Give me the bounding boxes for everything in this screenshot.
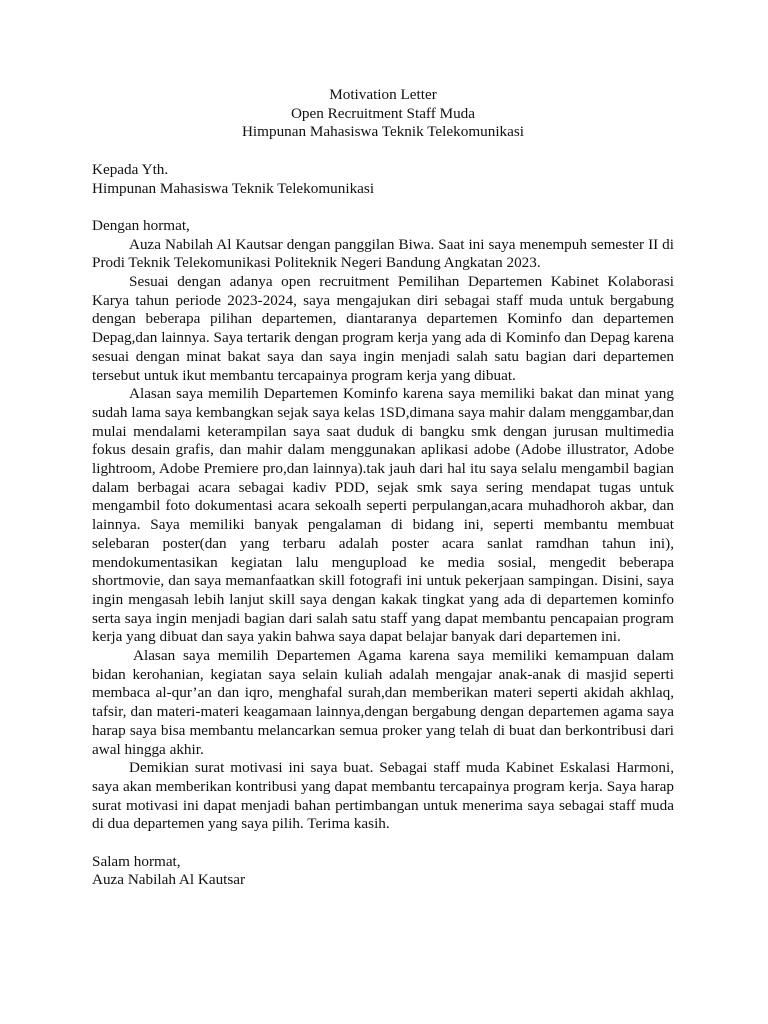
spacer <box>92 142 674 161</box>
paragraph-closing: Demikian surat motivasi ini saya buat. Sebagai staff muda Kabinet Eskalasi Harmoni, saya akan memberikan kontribusi yang dapat membantu tercapainya program kerja. Saya harap surat motivasi ini dapat menjadi bahan pertimbangan untuk menerima saya sebagai staff muda di dua departemen yang saya pilih. Terima kasih. <box>92 759 674 833</box>
signature-name: Auza Nabilah Al Kautsar <box>92 871 246 889</box>
paragraph-application: Sesuai dengan adanya open recruitment Pemilihan Departemen Kabinet Kolaborasi Karya tahun periode 2023-2024, saya mengajukan diri sebagai staff muda untuk bergabung dengan beberapa pilihan departemen, diantaranya departemen Kominfo dan departemen Depag,dan lainnya. Saya tertarik dengan program kerja yang ada di Kominfo dan Depag karena sesuai dengan minat bakat saya dan saya ingin menjadi salah satu bagian dari departemen tersebut untuk ikut membantu tercapainya program kerja yang dibuat. <box>92 273 674 384</box>
paragraph-agama-reason: Alasan saya memilih Departemen Agama karena saya memiliki kemampuan dalam bidan kerohanian, kegiatan saya selain kuliah adalah mengajar anak-anak di masjid seperti membaca al-qur’an dan iqro, menghafal surah,dan memberikan materi seperti akidah akhlaq, tafsir, dan materi-materi keagamaan lainnya,dengan bergabung dengan departemen agama saya harap saya bisa membantu melancarkan semua proker yang telah di buat dan berkontribusi dari awal hingga akhir. <box>92 647 674 758</box>
letter-page <box>92 86 674 890</box>
letter-title: Motivation Letter <box>329 86 437 103</box>
letter-organization: Himpunan Mahasiswa Teknik Telekomunikasi <box>241 123 525 141</box>
recipient-salutation: Kepada Yth. <box>92 160 169 178</box>
spacer <box>92 834 674 853</box>
closing-salutation: Salam hormat, <box>92 852 181 870</box>
recipient-name: Himpunan Mahasiswa Teknik Telekomunikasi <box>92 179 375 197</box>
spacer <box>92 198 674 217</box>
paragraph-kominfo-reason: Alasan saya memilih Departemen Kominfo karena saya memiliki bakat dan minat yang sudah lama saya kembangkan sejak saya kelas 1SD,dimana saya mahir dalam menggambar,dan mulai mendalami keterampilan saya saat duduk di bangku smk dengan jurusan multimedia fokus desain grafis, dan mahir dalam menggunakan aplikasi adobe (Adobe illustrator, Adobe lightroom, Adobe Premiere pro,dan lainnya).tak jauh dari hal itu saya selalu mengambil bagian dalam berbagai acara sebagai kadiv PDD, sejak smk saya sering mendapat tugas untuk mengambil foto dokumentasi acara sekoalh seperti perpulangan,acara muhadhoroh akbar, dan lainnya. Saya memiliki banyak pengalaman di bidang ini, seperti membantu membuat selebaran poster(dan yang terbaru adalah poster acara sanlat ramdhan tahun ini), mendokumentasikan kegiatan lalu mengupload ke media sosial, mengedit beberapa shortmovie, dan saya memanfaatkan skill fotografi ini untuk pekerjaan sampingan. Disini, saya ingin mengasah lebih lanjut skill saya dengan kakak tingkat yang ada di departemen kominfo serta saya ingin menjadi bagian dari salah satu staff yang dapat membantu pencapaian program kerja yang dibuat dan saya yakin bahwa saya dapat belajar banyak dari departemen ini. <box>92 385 674 646</box>
letter-subtitle: Open Recruitment Staff Muda <box>290 104 476 122</box>
greeting: Dengan hormat, <box>92 216 190 234</box>
paragraph-introduction: Auza Nabilah Al Kautsar dengan panggilan Biwa. Saat ini saya menempuh semester II di Prodi Teknik Telekomunikasi Politeknik Negeri Bandung Angkatan 2023. <box>92 235 674 272</box>
signature-block <box>92 853 674 890</box>
letter-header <box>92 86 674 142</box>
recipient-block <box>92 161 674 198</box>
